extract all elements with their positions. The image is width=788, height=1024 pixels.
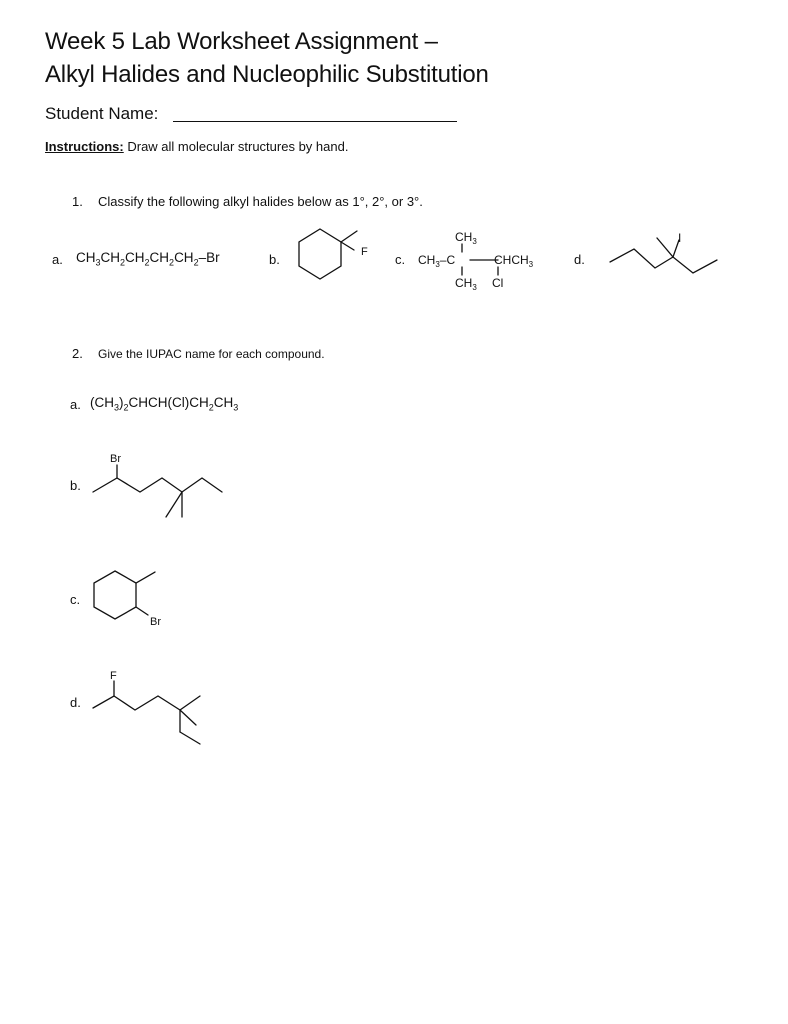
q1c-bottom-ch3: $CH_3$ [455, 276, 477, 292]
q1c-top-ch3: $CH_3$ [455, 230, 477, 246]
q2a-formula: $(CH_3)_2CHCH(Cl)CH_2CH_3$ [90, 395, 239, 413]
q1c-bonds [462, 244, 498, 275]
q2c-atom-Br: Br [150, 616, 161, 628]
q1a-formula: $CH_3CH_2CH_2CH_2CH_2-Br$ [76, 250, 220, 268]
q1c-bottom-cl: Cl [492, 276, 504, 290]
question-1-text: Classify the following alkyl halides below as 1°, 2°, or 3°. [98, 194, 423, 209]
instructions-text: Draw all molecular structures by hand. [127, 139, 349, 154]
student-name-label: Student Name: [45, 104, 159, 123]
q1d-label: d. [574, 252, 585, 267]
q2b-skeletal-structure [93, 465, 222, 517]
q2d-label: d. [70, 695, 81, 710]
question-2-text: Give the IUPAC name for each compound. [98, 347, 325, 361]
q1c-right: $CHCH_3$ [494, 253, 534, 269]
q1a-label: a. [52, 252, 63, 267]
q2b-label: b. [70, 478, 81, 493]
q2b-atom-Br: Br [110, 453, 121, 465]
q1b-atom-F: F [361, 246, 368, 258]
q1c-left: $CH_3-C$ [418, 253, 456, 269]
instructions-label: Instructions: [45, 139, 124, 154]
q2a-label: a. [70, 397, 81, 412]
question-1-number: 1. [72, 194, 83, 209]
q2c-label: c. [70, 592, 81, 607]
worksheet-title-line1: Week 5 Lab Worksheet Assignment – [45, 28, 438, 55]
q2d-atom-F: F [110, 670, 117, 682]
q1b-cyclohexane-structure [299, 229, 357, 279]
q2c-cyclohexane-structure [94, 571, 155, 619]
q1d-atom-I: I [678, 231, 682, 245]
q2d-skeletal-structure [93, 681, 200, 744]
q1d-skeletal-structure [610, 238, 717, 273]
q1c-label: c. [395, 252, 406, 267]
q1b-label: b. [269, 252, 280, 267]
worksheet-title-line2: Alkyl Halides and Nucleophilic Substitution [45, 61, 489, 88]
question-2-number: 2. [72, 346, 83, 361]
